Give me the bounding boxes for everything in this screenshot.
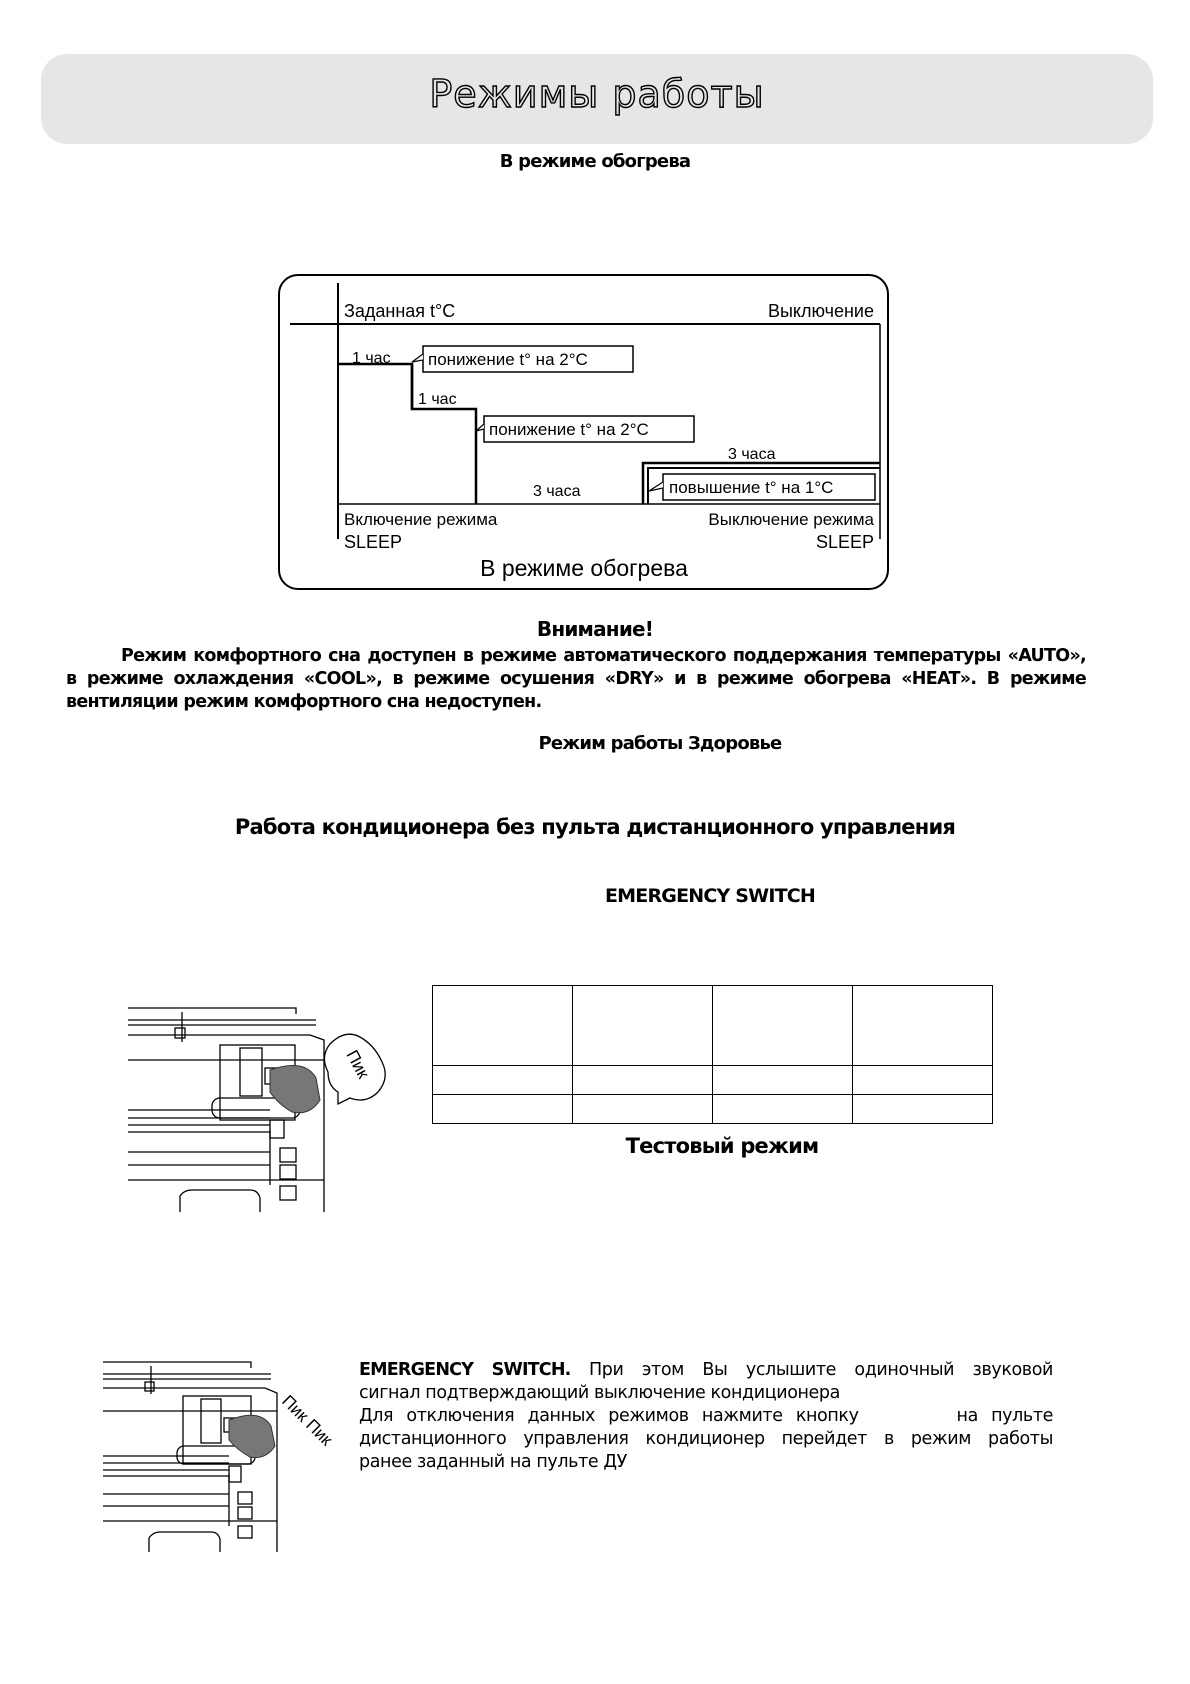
enable-mode-label: Включение режима (344, 510, 498, 529)
test-mode-title: Тестовый режим (625, 1134, 819, 1158)
desc-line-3 (359, 1405, 1053, 1428)
desc-line-3b: на пульте (956, 1406, 1054, 1426)
turn-off-label: Выключение (767, 301, 874, 321)
hour-label-1: 1 час (352, 350, 391, 367)
ac-unit-illustration-1 (120, 1000, 400, 1215)
header-banner (41, 54, 1153, 144)
sleep-left-label: SLEEP (344, 532, 403, 552)
ac-unit-illustration-2 (95, 1356, 355, 1556)
desc-line-1-rest: При этом Вы услышите одиночный звуковой (570, 1360, 1054, 1380)
page-title: Режимы работы (429, 72, 765, 116)
disable-mode-label: Выключение режима (708, 510, 874, 529)
hour-label-2: 1 час (418, 391, 457, 408)
attention-paragraph (66, 645, 1086, 714)
hours-label-3a: 3 часа (728, 446, 776, 463)
beep-label-2: Пик Пик (278, 1391, 337, 1450)
health-mode-title: Режим работы Здоровье (538, 733, 782, 754)
sleep-right-label: SLEEP (815, 532, 874, 552)
set-temp-label: Заданная t°C (344, 301, 456, 321)
desc-line-3a: Для отключения данных режимов нажмите кнопку (359, 1406, 859, 1426)
sleep-mode-diagram (278, 274, 890, 591)
desc-line-2: сигнал подтверждающий выключение кондиционера (359, 1383, 840, 1403)
emergency-switch-title: EMERGENCY SWITCH (604, 885, 815, 907)
decrease-label-1: понижение t° на 2°C (428, 350, 588, 369)
beep-label-1: Пик (342, 1046, 373, 1082)
attention-text: Режим комфортного сна доступен в режиме автоматического поддержания температуры «AUTO», в режиме охлаждения «COOL», в режиме осушения «DRY» и в режиме обогрева «HEAT». В режиме вентиляции режим комфортного сна недоступен. (66, 646, 1086, 712)
desc-line-1 (359, 1359, 1053, 1382)
attention-title: Внимание! (536, 617, 654, 641)
decrease-label-2: понижение t° на 2°C (489, 420, 649, 439)
heating-subtitle: В режиме обогрева (499, 151, 691, 172)
desc-line-5: ранее заданный на пульте ДУ (359, 1452, 627, 1472)
emergency-description (359, 1359, 1053, 1474)
emergency-switch-bold: EMERGENCY SWITCH. (359, 1360, 571, 1380)
modes-table (432, 985, 993, 1124)
desc-line-4: дистанционного управления кондиционер перейдет в режим работы (359, 1429, 1053, 1449)
hours-label-3b: 3 часа (533, 483, 581, 500)
increase-label: повышение t° на 1°C (669, 478, 834, 497)
no-remote-title: Работа кондиционера без пульта дистанционного управления (234, 815, 956, 839)
chart-caption: В режиме обогрева (480, 555, 688, 581)
